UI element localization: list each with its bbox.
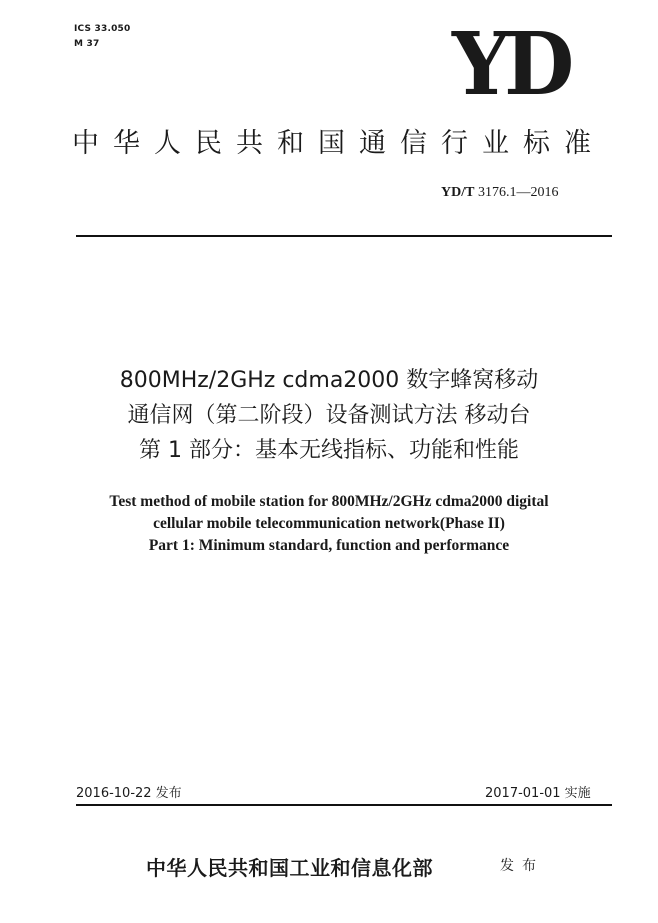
english-title-line: Part 1: Minimum standard, function and performance: [148, 537, 510, 554]
publish-label: 发布: [500, 858, 544, 874]
english-title-line: Test method of mobile station for 800MHz/2GHz cdma2000 digital: [109, 493, 549, 510]
publisher: 中华人民共和国工业和信息化部: [146, 856, 433, 880]
chinese-title: [40, 363, 618, 468]
top-divider: [76, 235, 612, 237]
chinese-title-line: 800MHz/2GHz cdma2000 数字蜂窝移动: [119, 368, 539, 393]
chinese-title-line: 通信网（第二阶段）设备测试方法 移动台: [127, 403, 531, 428]
org-title: 中华人民共和国通信行业标准: [72, 128, 605, 159]
issue-date: 2016-10-22 发布: [76, 786, 182, 801]
standard-code: 3176.1—2016: [477, 185, 559, 200]
implementation-date: 2017-01-01 实施: [485, 786, 591, 801]
english-title-line: cellular mobile telecommunication network(Phase II): [153, 515, 505, 532]
english-title: [40, 491, 618, 557]
yd-logo: YD: [452, 14, 569, 115]
classification-codes: [74, 22, 130, 52]
chinese-title-line: 第 1 部分：基本无线指标、功能和性能: [139, 438, 519, 463]
bottom-divider: [76, 804, 612, 806]
standard-number: [441, 185, 558, 201]
standard-prefix: YD/T: [441, 185, 475, 200]
ics-code: ICS 33.050: [74, 24, 131, 34]
ccs-code: M 37: [74, 39, 100, 49]
